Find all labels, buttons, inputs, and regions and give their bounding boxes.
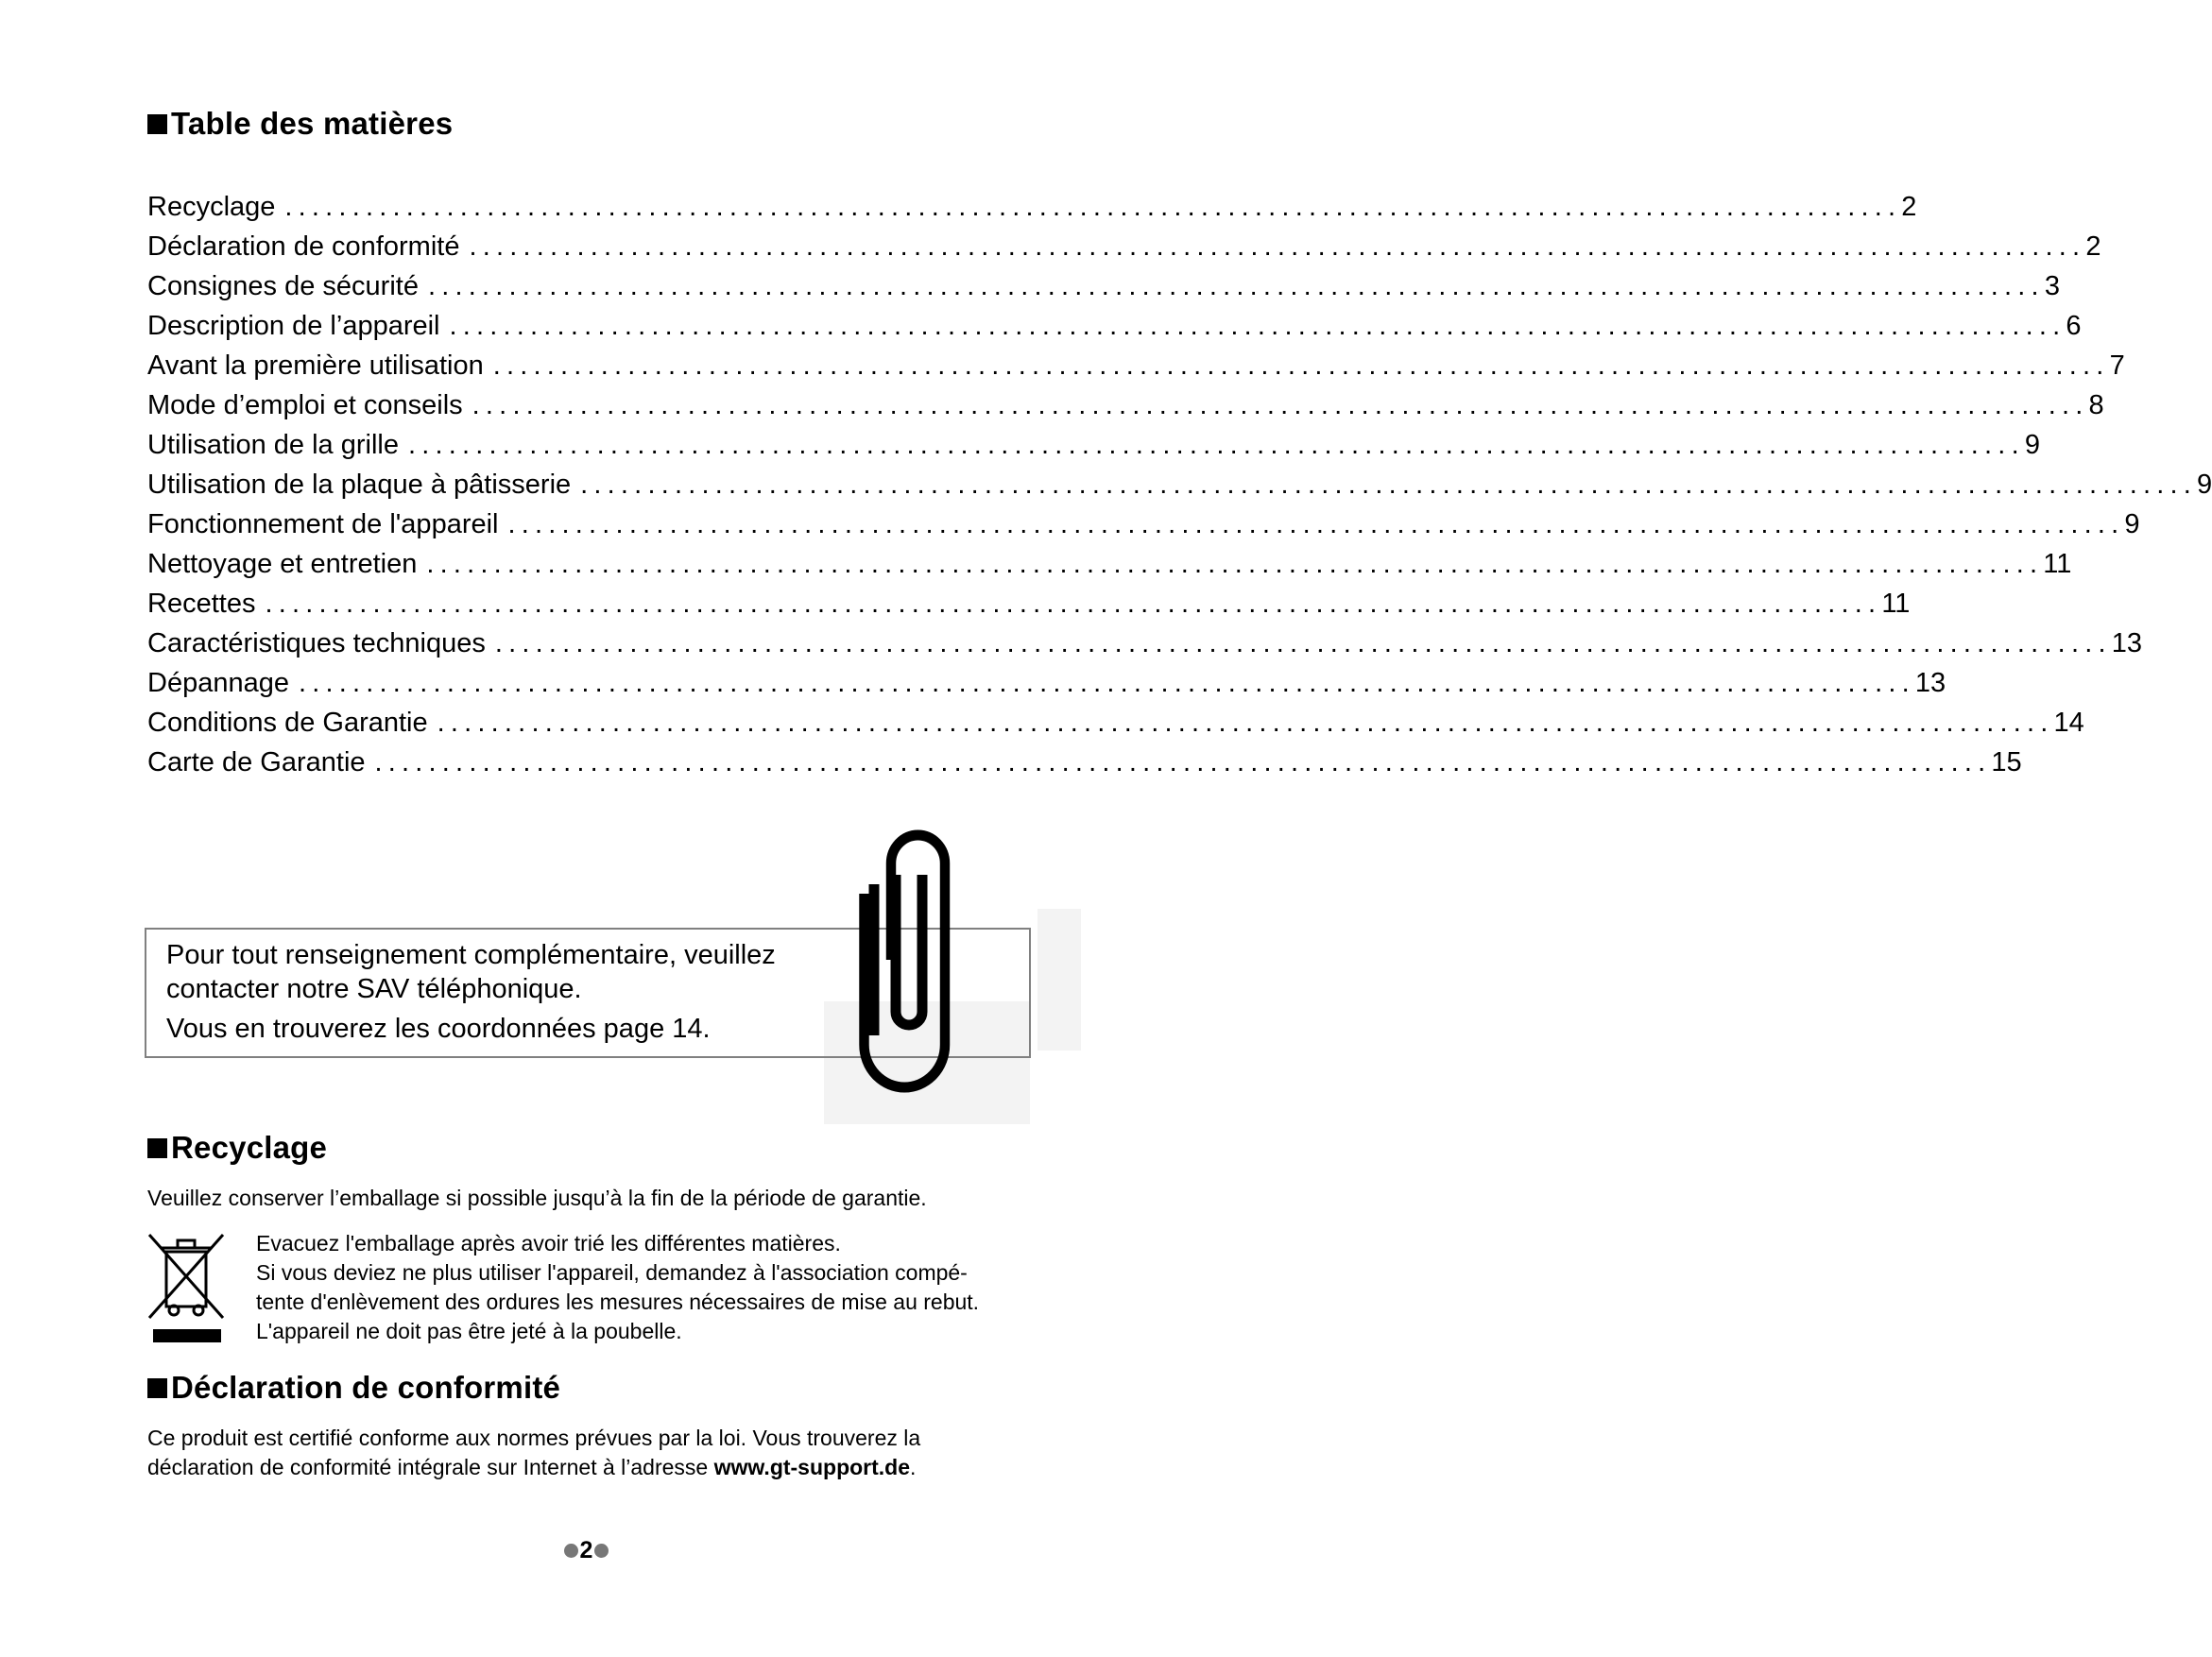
paperclip-icon: [860, 818, 954, 1096]
recycling-line: Si vous deviez ne plus utiliser l'appareil, demandez à l'association compé-: [256, 1260, 968, 1285]
toc-entry-page: 8: [2088, 390, 2104, 420]
toc-leader-dots: ........................................................................................................................: [407, 430, 2025, 460]
bullet-square-icon: [147, 114, 167, 134]
toc-leader-dots: ........................................................................................................................: [298, 668, 1915, 698]
toc-leader-dots: ........................................................................................................................: [492, 350, 2110, 381]
bullet-square-icon: [147, 1378, 167, 1398]
toc-entry-label: Recettes: [147, 589, 256, 619]
recycling-title: Recyclage: [171, 1130, 328, 1165]
toc-entry: [147, 743, 2022, 782]
dot-icon: [564, 1544, 578, 1558]
toc-entry-page: 14: [2053, 708, 2084, 738]
toc-title: Table des matières: [171, 106, 454, 141]
conformity-text: déclaration de conformité intégrale sur Internet à l’adresse: [147, 1455, 714, 1479]
toc-entry-page: 2: [1901, 192, 1917, 222]
toc-entry-label: Déclaration de conformité: [147, 231, 460, 262]
toc-entry-label: Mode d’emploi et conseils: [147, 390, 463, 420]
conformity-period: .: [910, 1455, 917, 1479]
bullet-square-icon: [147, 1138, 167, 1158]
toc-entry: [147, 624, 2142, 663]
toc-leader-dots: ........................................................................................................................: [449, 311, 2066, 341]
toc-heading: [147, 106, 453, 142]
toc-entry-label: Carte de Garantie: [147, 747, 366, 777]
toc-entry-page: 7: [2109, 350, 2125, 381]
toc-entry-label: Conditions de Garantie: [147, 708, 428, 738]
toc-entry: [147, 227, 2101, 266]
toc-leader-dots: ........................................................................................................................: [494, 628, 2112, 658]
toc-leader-dots: ........................................................................................................................: [507, 509, 2125, 539]
toc-leader-dots: ........................................................................................................................: [427, 271, 2045, 301]
toc-entry-page: 9: [2197, 470, 2212, 500]
info-line: Pour tout renseignement complémentaire, veuillez: [166, 940, 776, 970]
recycling-heading: [147, 1130, 327, 1166]
recycling-line: L'appareil ne doit pas être jeté à la poubelle.: [256, 1319, 682, 1343]
table-of-contents: [147, 187, 2212, 782]
toc-entry-page: 9: [2024, 430, 2040, 460]
conformity-line: Ce produit est certifié conforme aux normes prévues par la loi. Vous trouverez la: [147, 1426, 921, 1450]
toc-leader-dots: ........................................................................................................................: [580, 470, 2198, 500]
toc-entry: [147, 266, 2060, 306]
toc-entry-page: 2: [2085, 231, 2101, 262]
toc-leader-dots: ........................................................................................................................: [469, 231, 2086, 262]
recycling-intro: Veuillez conserver l’emballage si possible jusqu’à la fin de la période de garantie.: [147, 1186, 927, 1210]
toc-entry-page: 3: [2044, 271, 2060, 301]
page-number: [0, 1537, 1173, 1564]
toc-entry-label: Consignes de sécurité: [147, 271, 419, 301]
conformity-line: [147, 1453, 916, 1482]
toc-entry-page: 11: [1881, 589, 1911, 619]
toc-entry: [147, 703, 2084, 743]
toc-entry-label: Caractéristiques techniques: [147, 628, 486, 658]
support-url-link[interactable]: www.gt-support.de: [713, 1455, 911, 1479]
toc-entry-page: 11: [2043, 549, 2072, 579]
toc-entry-label: Utilisation de la plaque à pâtisserie: [147, 470, 572, 500]
toc-entry-label: Recyclage: [147, 192, 276, 222]
conformity-title: Déclaration de conformité: [171, 1370, 561, 1405]
toc-entry: [147, 504, 2140, 544]
toc-leader-dots: ........................................................................................................................: [472, 390, 2089, 420]
toc-entry-label: Nettoyage et entretien: [147, 549, 418, 579]
page-number-value: 2: [579, 1537, 593, 1563]
toc-entry: [147, 425, 2040, 465]
conformity-heading: [147, 1370, 560, 1406]
toc-entry-label: Utilisation de la grille: [147, 430, 399, 460]
toc-leader-dots: ........................................................................................................................: [265, 589, 1882, 619]
toc-entry: [147, 306, 2082, 346]
toc-entry-page: 15: [1991, 747, 2022, 777]
toc-entry: [147, 465, 2212, 504]
toc-entry-label: Dépannage: [147, 668, 289, 698]
toc-entry-page: 13: [1914, 668, 1946, 698]
toc-entry: [147, 584, 1911, 624]
recycling-line: tente d'enlèvement des ordures les mesures nécessaires de mise au rebut.: [256, 1290, 980, 1314]
recycling-instructions: [256, 1229, 979, 1346]
toc-leader-dots: ........................................................................................................................: [284, 192, 1902, 222]
toc-entry-page: 6: [2066, 311, 2082, 341]
crossed-bin-icon: [146, 1231, 227, 1342]
toc-leader-dots: ........................................................................................................................: [437, 708, 2054, 738]
toc-entry: [147, 544, 2072, 584]
toc-entry: [147, 346, 2125, 385]
toc-entry-label: Fonctionnement de l'appareil: [147, 509, 499, 539]
toc-entry: [147, 187, 1917, 227]
info-line: Vous en trouverez les coordonnées page 14.: [166, 1014, 711, 1044]
paperclip-shadow: [1037, 909, 1081, 1051]
toc-leader-dots: ........................................................................................................................: [374, 747, 1992, 777]
toc-entry: [147, 663, 1946, 703]
toc-entry-label: Description de l’appareil: [147, 311, 440, 341]
toc-entry-page: 9: [2124, 509, 2140, 539]
info-line: contacter notre SAV téléphonique.: [166, 974, 582, 1004]
recycling-line: Evacuez l'emballage après avoir trié les différentes matières.: [256, 1231, 841, 1256]
toc-entry-label: Avant la première utilisation: [147, 350, 484, 381]
toc-entry-page: 13: [2111, 628, 2142, 658]
toc-leader-dots: ........................................................................................................................: [426, 549, 2044, 579]
dot-icon: [594, 1544, 609, 1558]
toc-entry: [147, 385, 2104, 425]
